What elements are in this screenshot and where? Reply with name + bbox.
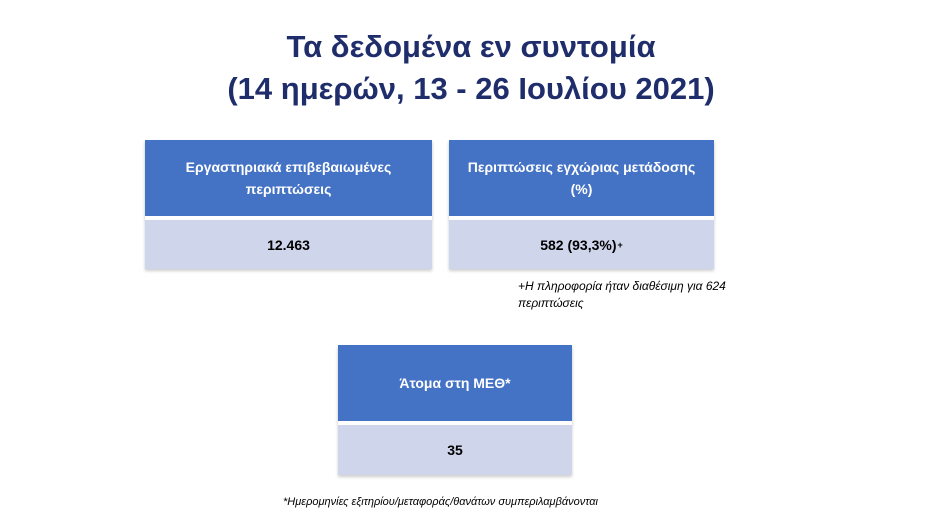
- info-availability-note: +Η πληροφορία ήταν διαθέσιμη για 624 περιπτώσεις: [518, 279, 726, 310]
- local-transmission-value-cell: [449, 220, 714, 269]
- local-transmission-card: [449, 140, 714, 269]
- lab-confirmed-cases-value: 12.463: [145, 220, 432, 269]
- local-transmission-superscript: +: [617, 239, 623, 250]
- local-transmission-label: Περιπτώσεις εγχώριας μετάδοσης (%): [449, 140, 714, 220]
- icu-value: 35: [338, 425, 572, 475]
- lab-confirmed-cases-label: Εργαστηριακά επιβεβαιωμένες περιπτώσεις: [145, 140, 432, 220]
- title-line-1: Τα δεδομένα εν συντομία: [286, 29, 656, 64]
- icu-card: [338, 345, 572, 475]
- icu-label: Άτομα στη ΜΕΘ*: [338, 345, 572, 425]
- local-transmission-value: 582 (93,3%): [540, 236, 617, 253]
- dates-footnote: *Ημερομηνίες εξιτηρίου/μεταφοράς/θανάτων συμπεριλαμβάνονται: [283, 496, 598, 508]
- lab-confirmed-cases-card: [145, 140, 432, 269]
- page-title: [0, 26, 942, 110]
- title-line-2: (14 ημερών, 13 - 26 Ιουλίου 2021): [227, 71, 715, 106]
